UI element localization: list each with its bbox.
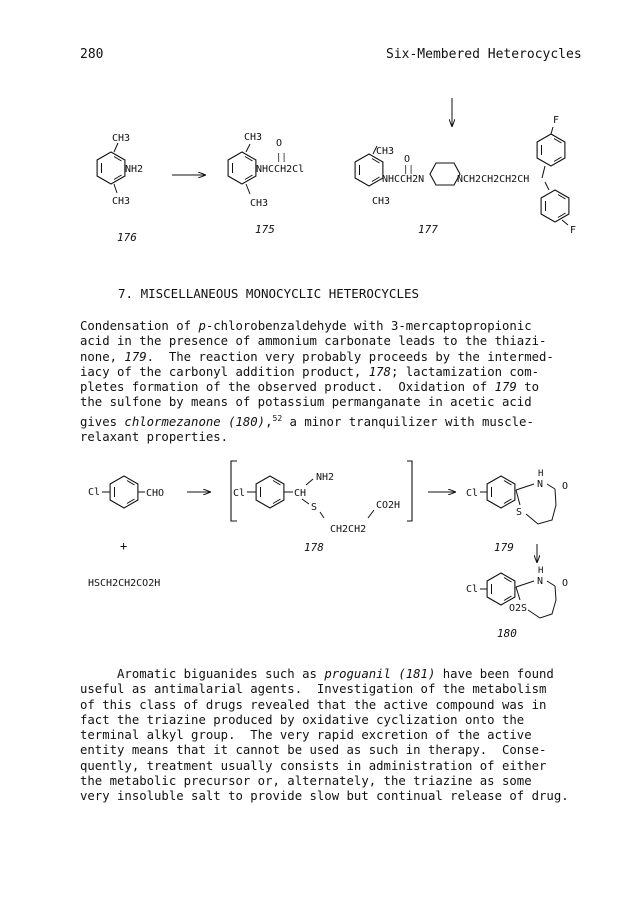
- compound-179: [466, 469, 568, 554]
- piperazine-chain: NCH2CH2CH2CH: [457, 174, 530, 185]
- svg-text:CO2H: CO2H: [376, 500, 401, 511]
- reference-superscript: 52: [272, 413, 283, 423]
- compound-number: 175: [255, 223, 275, 236]
- fluoro-label: F: [553, 115, 560, 126]
- compound-number: 176: [117, 231, 137, 244]
- methyl-label: CH3: [376, 146, 395, 157]
- svg-text:H: H: [538, 566, 544, 576]
- carbonyl-oxygen: O: [276, 138, 283, 149]
- double-bond-mark: ||: [276, 153, 287, 163]
- methyl-label: CH3: [244, 132, 263, 143]
- double-bond-mark: ||: [403, 165, 414, 175]
- svg-text:Cl: Cl: [88, 487, 101, 498]
- compound-177: [355, 115, 576, 236]
- svg-text:CH2CH2: CH2CH2: [330, 524, 367, 535]
- compound-180: [466, 566, 568, 640]
- svg-text:N: N: [537, 576, 544, 587]
- compound-number: 180: [497, 627, 517, 640]
- svg-text:H: H: [538, 469, 544, 479]
- svg-text:S: S: [311, 502, 318, 513]
- reagent-chlorobenzaldehyde: [88, 476, 164, 508]
- compound-178: [231, 461, 412, 554]
- svg-text:S: S: [516, 507, 523, 518]
- methyl-label: CH3: [372, 196, 391, 207]
- svg-text:O: O: [562, 481, 569, 492]
- compound-176: [97, 133, 143, 244]
- paragraph-biguanides: Aromatic biguanides such as proguanil (181) have been found useful as antimalarial agents. Investigation of the metabolism of this class of drugs revealed that the active compound was in fact the triazine produced by oxidative cyclization onto the terminal alkyl group. The very rapid excretion of the active entity means that it cannot be used as such in therapy. Conse- quently, treatment usually consists in administration of either the metabolic precursor or, alternately, the triazine as some very insoluble salt to provide slow but continual release of drug.: [80, 667, 569, 804]
- compound-number: 178: [304, 541, 324, 554]
- section-heading: 7. MISCELLANEOUS MONOCYCLIC HETEROCYCLES: [118, 286, 420, 301]
- carbonyl-oxygen: O: [404, 154, 411, 165]
- compound-number: 177: [418, 223, 438, 236]
- page-number: 280: [80, 47, 104, 62]
- running-head: Six-Membered Heterocycles: [386, 47, 582, 62]
- compound-175: [228, 132, 304, 236]
- plus-sign: +: [120, 539, 128, 553]
- compound-number: 179: [494, 541, 514, 554]
- svg-text:CH: CH: [294, 488, 307, 499]
- side-chain-label: NHCCH2N: [382, 174, 425, 185]
- svg-text:CHO: CHO: [146, 488, 165, 499]
- svg-text:O: O: [562, 578, 569, 589]
- methyl-label: CH3: [112, 196, 131, 207]
- svg-text:Cl: Cl: [233, 488, 246, 499]
- svg-text:N: N: [537, 479, 544, 490]
- svg-text:Cl: Cl: [466, 584, 479, 595]
- methyl-label: CH3: [112, 133, 131, 144]
- methyl-label: CH3: [250, 198, 269, 209]
- piperazine-ring: [430, 163, 460, 185]
- paragraph-condensation: Condensation of p-chlorobenzaldehyde with 3-mercaptopropionic acid in the presence of ammonium carbonate leads to the thiazi- none, 179. The reaction very probably proceeds by the intermed- iacy of the carbonyl addition product, 178; lactamization com- pletes formation of the observed product. Oxidation of 179 to the sulfone by means of potassium permanganate in acetic acid gives chlormezanone (180),$^{52}$ a minor tranquilizer with muscle- relaxant properties.: [80, 319, 554, 445]
- fluoro-label: F: [570, 225, 577, 236]
- svg-text:NH2: NH2: [316, 472, 335, 483]
- svg-text:O2S: O2S: [509, 603, 528, 614]
- reagent-mercaptopropionic-acid: HSCH2CH2CO2H: [88, 578, 161, 589]
- amino-label: NH2: [125, 164, 144, 175]
- side-chain-label: NHCCH2Cl: [256, 164, 305, 175]
- svg-text:Cl: Cl: [466, 488, 479, 499]
